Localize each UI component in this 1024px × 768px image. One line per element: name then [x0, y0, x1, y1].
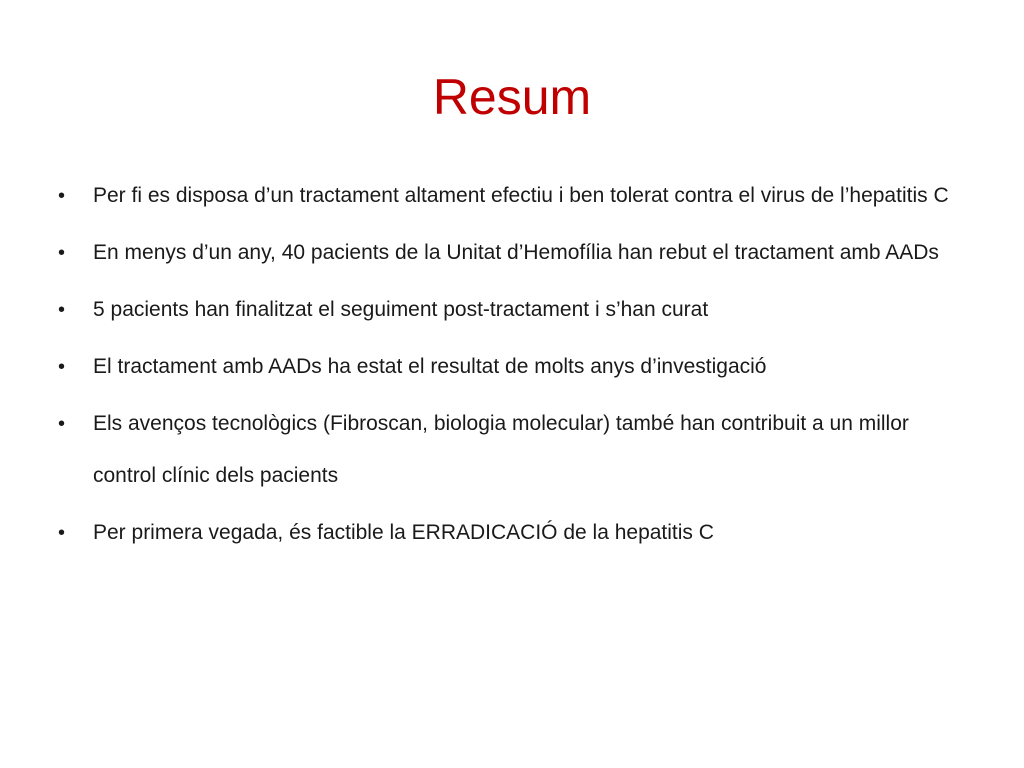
bullet-text: Per primera vegada, és factible la ERRADICACIÓ de la hepatitis C: [93, 521, 714, 544]
bullet-item: [58, 284, 958, 336]
bullet-dot-icon: •: [58, 356, 66, 378]
bullet-item: [58, 398, 958, 502]
bullet-item: [58, 507, 958, 559]
bullet-text: El tractament amb AADs ha estat el resultat de molts anys d’investigació: [93, 355, 767, 378]
bullet-text: Per fi es disposa d’un tractament altament efectiu i ben tolerat contra el virus de l’hepatitis C: [93, 184, 949, 207]
bullet-text: Els avenços tecnològics (Fibroscan, biologia molecular) també han contribuit a un millor control clínic dels pacients: [93, 412, 909, 487]
bullet-list: [58, 170, 958, 564]
slide-title: Resum: [432, 69, 592, 125]
bullet-item: [58, 170, 958, 222]
bullet-item: [58, 341, 958, 393]
bullet-dot-icon: •: [58, 242, 66, 264]
bullet-text: En menys d’un any, 40 pacients de la Unitat d’Hemofília han rebut el tractament amb AADs: [93, 241, 939, 264]
bullet-item: [58, 227, 958, 279]
bullet-dot-icon: •: [58, 299, 66, 321]
bullet-dot-icon: •: [58, 522, 66, 544]
bullet-dot-icon: •: [58, 413, 66, 435]
bullet-dot-icon: •: [58, 185, 66, 207]
bullet-text: 5 pacients han finalitzat el seguiment post-tractament i s’han curat: [93, 298, 709, 321]
